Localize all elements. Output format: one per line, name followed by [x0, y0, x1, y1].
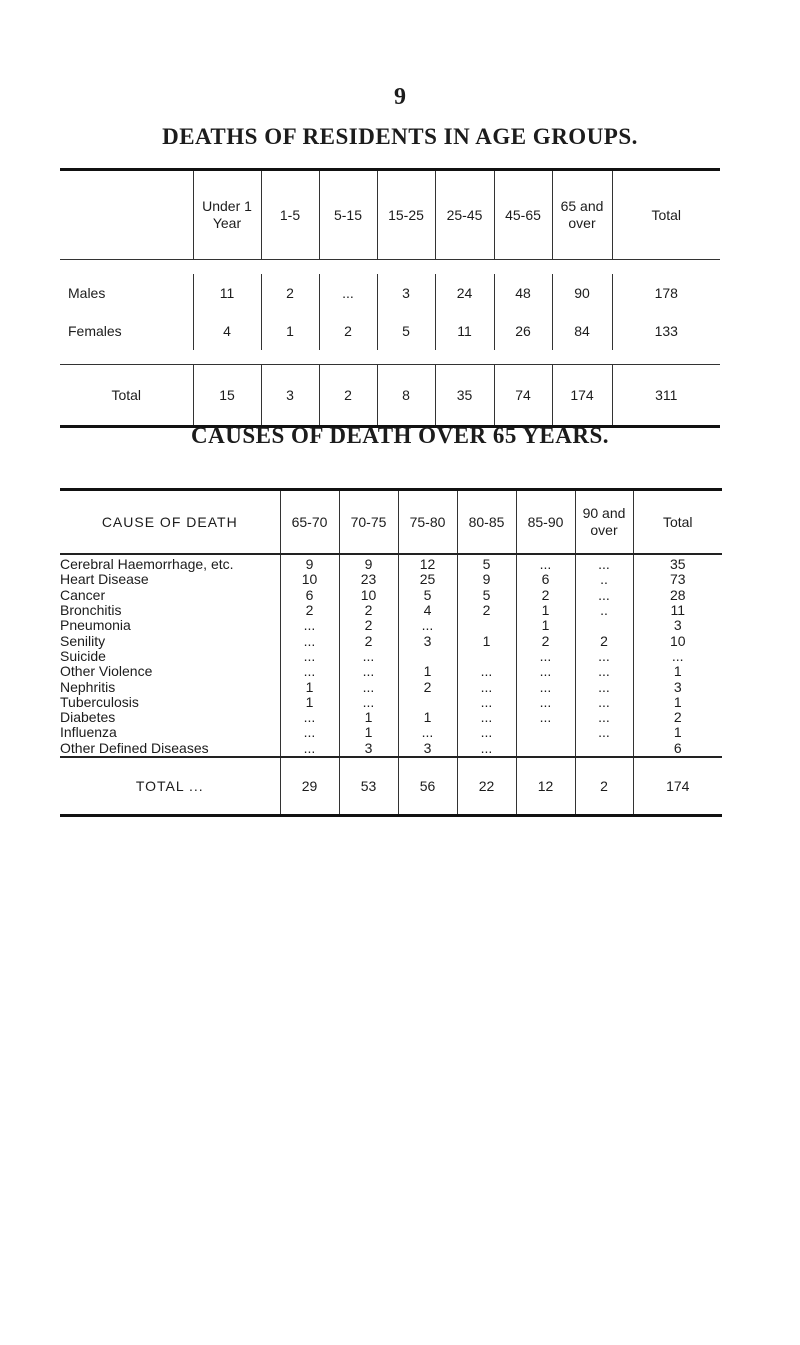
cell: 1 [633, 725, 722, 740]
cell: 1 [516, 618, 575, 633]
cell: ... [280, 725, 339, 740]
cell: 2 [516, 588, 575, 603]
row-label: Nephritis [60, 678, 116, 695]
col-header: 45-65 [494, 170, 552, 260]
cell: 2 [457, 603, 516, 618]
cell: 6 [280, 588, 339, 603]
total-label: Total [60, 365, 193, 427]
cell: 1 [398, 664, 457, 679]
cell: 1 [280, 695, 339, 710]
cell: ... [575, 554, 633, 572]
cell: 2 [339, 633, 398, 648]
cell: 1 [339, 725, 398, 740]
cell: ... [575, 649, 633, 664]
row-label: Cerebral Haemorrhage, etc. [60, 556, 234, 573]
cell: 3 [398, 741, 457, 757]
cell [516, 741, 575, 757]
cell: 1 [339, 710, 398, 725]
cell: 73 [633, 572, 722, 587]
table-row [60, 554, 722, 572]
col-header: 90 and over [575, 490, 633, 555]
cell: 5 [457, 588, 516, 603]
cell: 1 [516, 603, 575, 618]
cell: .. [575, 572, 633, 587]
cell: ... [575, 710, 633, 725]
cell: ... [633, 649, 722, 664]
cell: 25 [398, 572, 457, 587]
cell: 1 [633, 695, 722, 710]
table-row [60, 741, 722, 757]
cell: ... [398, 618, 457, 633]
col-header: 15-25 [377, 170, 435, 260]
cell: 2 [516, 633, 575, 648]
row-label: Pneumonia [60, 617, 131, 634]
cell: .. [575, 603, 633, 618]
cell: 1 [398, 710, 457, 725]
cell: 12 [398, 554, 457, 572]
cell: 3 [261, 365, 319, 427]
age-groups-table [60, 168, 720, 428]
cell: 1 [280, 679, 339, 694]
cell: 9 [457, 572, 516, 587]
cell: ... [398, 725, 457, 740]
cell [398, 695, 457, 710]
cell [457, 618, 516, 633]
cell: ... [280, 618, 339, 633]
col-header: 70-75 [339, 490, 398, 555]
cell: 8 [377, 365, 435, 427]
cell: ... [457, 710, 516, 725]
cell: 133 [612, 312, 720, 350]
cell [516, 725, 575, 740]
col-header: 85-90 [516, 490, 575, 555]
cell: 84 [552, 312, 612, 350]
col-header: 5-15 [319, 170, 377, 260]
cell: ... [280, 649, 339, 664]
total-label: TOTAL ... [60, 757, 280, 816]
cell: 9 [339, 554, 398, 572]
cell: ... [457, 741, 516, 757]
col-header: 25-45 [435, 170, 494, 260]
cell [457, 649, 516, 664]
col-header: 1-5 [261, 170, 319, 260]
cell: 29 [280, 757, 339, 816]
cell: 2 [319, 312, 377, 350]
table-row [60, 312, 720, 350]
row-label: Other Violence [60, 663, 153, 680]
causes-table-header [60, 490, 722, 555]
cell: ... [457, 695, 516, 710]
cell: 74 [494, 365, 552, 427]
cell: 311 [612, 365, 720, 427]
cell: 11 [435, 312, 494, 350]
cell [575, 741, 633, 757]
cell: ... [516, 710, 575, 725]
cell: 5 [457, 554, 516, 572]
cell: 3 [398, 633, 457, 648]
table-row [60, 679, 722, 694]
total-row [60, 757, 722, 816]
cell: 5 [377, 312, 435, 350]
cell: 5 [398, 588, 457, 603]
cell: 56 [398, 757, 457, 816]
cell: 48 [494, 274, 552, 312]
cell: 1 [457, 633, 516, 648]
cell: ... [280, 633, 339, 648]
causes-of-death-table [60, 488, 722, 817]
cell [575, 618, 633, 633]
age-table-title: DEATHS OF RESIDENTS IN AGE GROUPS. [162, 124, 638, 149]
table-row [60, 274, 720, 312]
table-row [60, 664, 722, 679]
table-row [60, 603, 722, 618]
cell: ... [280, 664, 339, 679]
table-row [60, 695, 722, 710]
cell: 2 [575, 757, 633, 816]
cell: ... [339, 649, 398, 664]
table-row [60, 588, 722, 603]
row-label: Heart Disease [60, 571, 149, 588]
page-number: 9 [394, 84, 406, 110]
cell: 11 [633, 603, 722, 618]
cell: ... [516, 679, 575, 694]
row-label: Diabetes [60, 709, 116, 726]
table-row [60, 618, 722, 633]
cell: ... [575, 725, 633, 740]
cell: 11 [193, 274, 261, 312]
col-header: 80-85 [457, 490, 516, 555]
cell: 178 [612, 274, 720, 312]
cell: ... [516, 554, 575, 572]
header-blank [60, 170, 193, 260]
col-header: Total [612, 170, 720, 260]
table-row [60, 633, 722, 648]
row-label: Senility [60, 632, 106, 649]
cell: 23 [339, 572, 398, 587]
cell: 10 [339, 588, 398, 603]
cell: ... [575, 588, 633, 603]
col-header: Total [633, 490, 722, 555]
cell: ... [339, 679, 398, 694]
cell: 24 [435, 274, 494, 312]
col-header: 75-80 [398, 490, 457, 555]
row-label: Other Defined Diseases [60, 739, 209, 756]
cell: ... [575, 679, 633, 694]
cell: 174 [633, 757, 722, 816]
col-header: Under 1 Year [193, 170, 261, 260]
cell: 3 [339, 741, 398, 757]
cell: 26 [494, 312, 552, 350]
cell: 2 [339, 603, 398, 618]
cell: ... [516, 649, 575, 664]
cell: 3 [377, 274, 435, 312]
cell: 35 [633, 554, 722, 572]
cell: ... [339, 664, 398, 679]
cell: 2 [261, 274, 319, 312]
cell: 35 [435, 365, 494, 427]
cell: ... [457, 664, 516, 679]
cell: 174 [552, 365, 612, 427]
cell: 53 [339, 757, 398, 816]
cell: ... [457, 725, 516, 740]
age-table-header [60, 170, 720, 260]
total-row [60, 365, 720, 427]
cell: 2 [575, 633, 633, 648]
cell [398, 649, 457, 664]
col-header: CAUSE OF DEATH [60, 490, 280, 555]
row-label: Cancer [60, 586, 106, 603]
cell: 3 [633, 618, 722, 633]
cell: 4 [193, 312, 261, 350]
cell: 6 [516, 572, 575, 587]
cell: 2 [398, 679, 457, 694]
cell: 2 [339, 618, 398, 633]
cell: ... [575, 695, 633, 710]
cell: 12 [516, 757, 575, 816]
cell: ... [280, 741, 339, 757]
cell: ... [575, 664, 633, 679]
cell: 22 [457, 757, 516, 816]
cell: 1 [633, 664, 722, 679]
cell: ... [280, 710, 339, 725]
cell: 6 [633, 741, 722, 757]
cell: 10 [633, 633, 722, 648]
cell: 3 [633, 679, 722, 694]
row-label: Suicide [60, 647, 106, 664]
table-row [60, 710, 722, 725]
causes-table-title: CAUSES OF DEATH OVER 65 YEARS. [191, 423, 609, 448]
row-label: Tuberculosis [60, 693, 139, 710]
cell: ... [339, 695, 398, 710]
row-label: Bronchitis [60, 602, 122, 619]
cell: 1 [261, 312, 319, 350]
cell: ... [457, 679, 516, 694]
table-row [60, 572, 722, 587]
table-row [60, 725, 722, 740]
row-label: Females [68, 323, 122, 339]
col-header: 65 and over [552, 170, 612, 260]
cell: 15 [193, 365, 261, 427]
cell: 90 [552, 274, 612, 312]
row-label: Males [68, 285, 106, 301]
cell: ... [516, 664, 575, 679]
cell: 28 [633, 588, 722, 603]
col-header: 65-70 [280, 490, 339, 555]
cell: 2 [633, 710, 722, 725]
cell: 9 [280, 554, 339, 572]
table-row [60, 649, 722, 664]
cell: 4 [398, 603, 457, 618]
cell: 2 [319, 365, 377, 427]
cell: ... [516, 695, 575, 710]
cell: ... [319, 274, 377, 312]
cell: 10 [280, 572, 339, 587]
row-label: Influenza [60, 724, 117, 741]
cell: 2 [280, 603, 339, 618]
